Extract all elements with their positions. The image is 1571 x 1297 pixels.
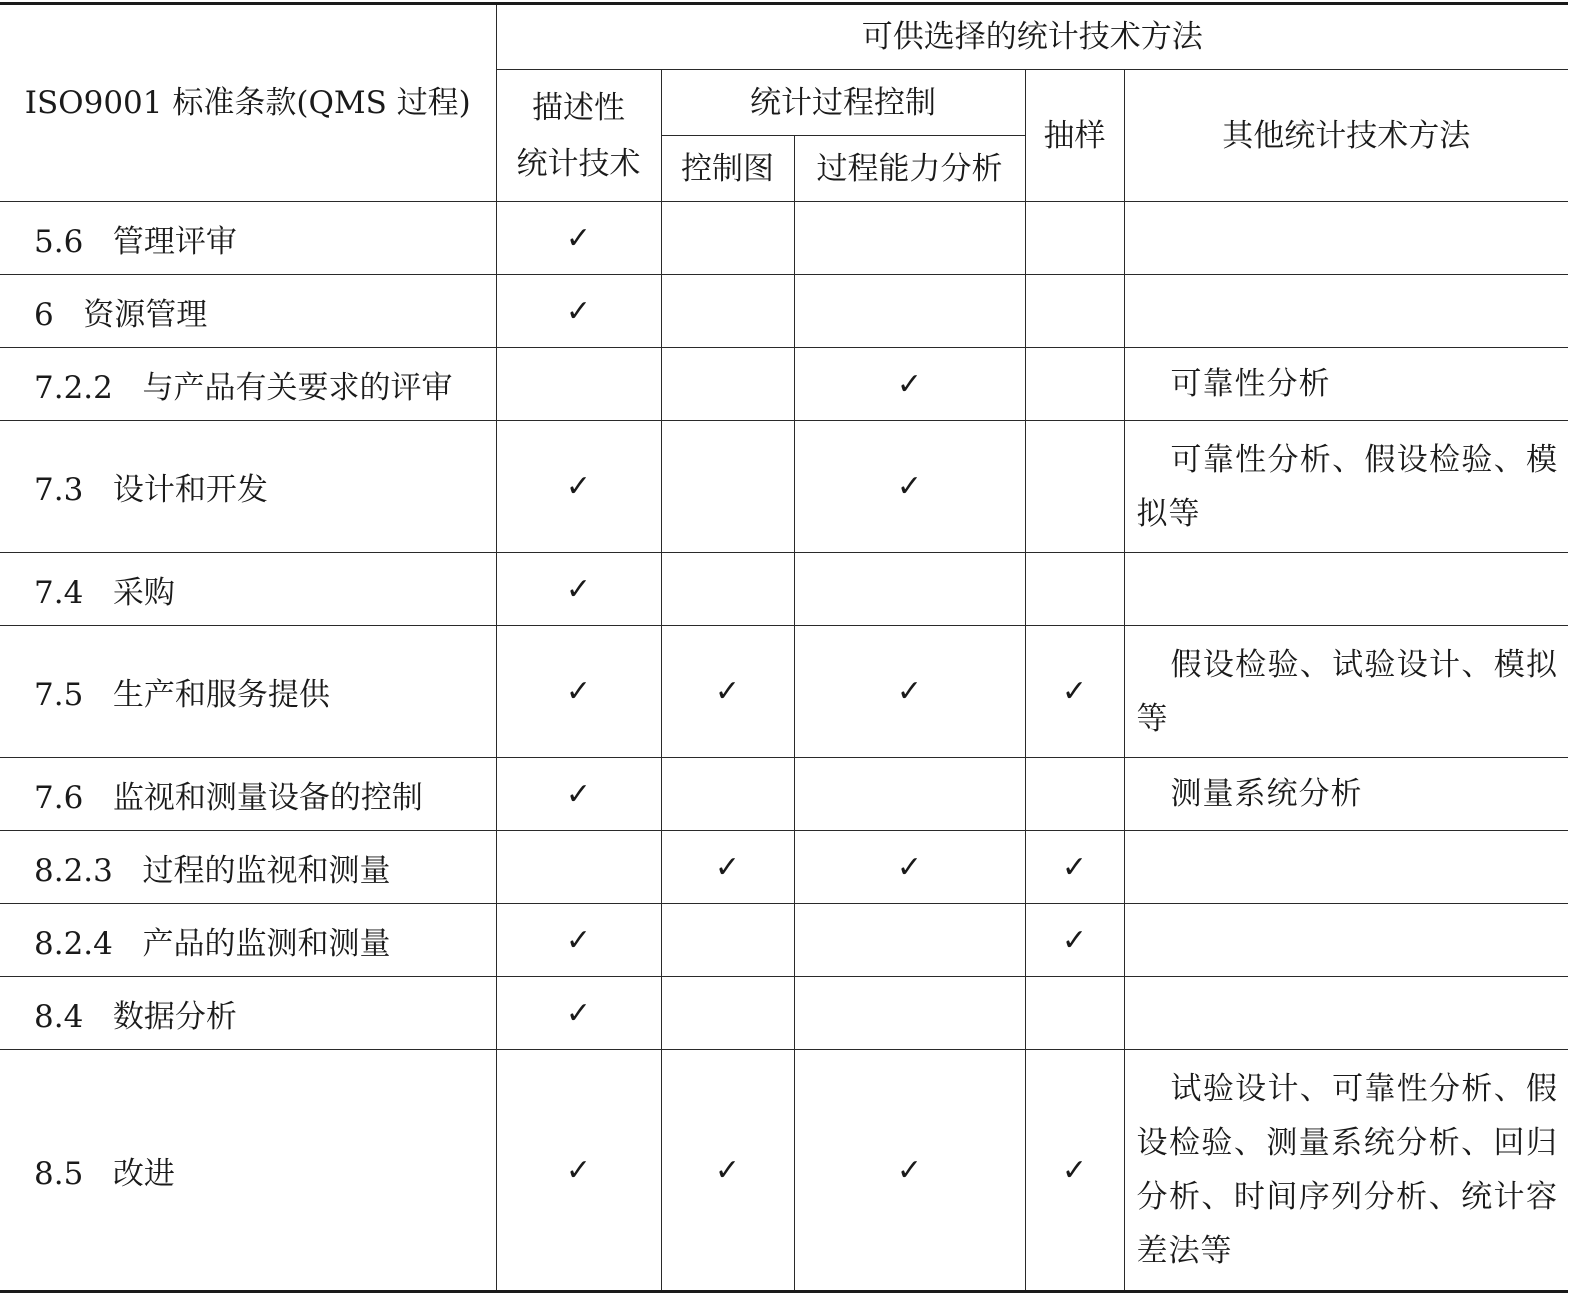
table-row xyxy=(0,831,1568,904)
capability-check: ✓ xyxy=(794,1050,1025,1292)
header-control-chart: 控制图 xyxy=(661,136,794,202)
sampling-check xyxy=(1025,348,1124,421)
sampling-check xyxy=(1025,977,1124,1050)
descriptive-check: ✓ xyxy=(496,758,661,831)
capability-check: ✓ xyxy=(794,831,1025,904)
descriptive-check xyxy=(496,831,661,904)
control-chart-check: ✓ xyxy=(661,626,794,758)
clause-cell: 7.3 设计和开发 xyxy=(0,421,496,553)
clause-cell: 7.5 生产和服务提供 xyxy=(0,626,496,758)
descriptive-check xyxy=(496,348,661,421)
descriptive-check: ✓ xyxy=(496,1050,661,1292)
table-row xyxy=(0,348,1568,421)
clause-cell: 8.4 数据分析 xyxy=(0,977,496,1050)
header-descriptive-line1: 描述性 xyxy=(532,89,625,126)
descriptive-check: ✓ xyxy=(496,275,661,348)
capability-check xyxy=(794,275,1025,348)
other-methods-cell xyxy=(1124,275,1568,348)
capability-check: ✓ xyxy=(794,421,1025,553)
table-row xyxy=(0,202,1568,275)
clause-cell: 6 资源管理 xyxy=(0,275,496,348)
control-chart-check xyxy=(661,348,794,421)
header-descriptive-line2: 统计技术 xyxy=(516,145,641,182)
other-methods-cell xyxy=(1124,202,1568,275)
descriptive-check: ✓ xyxy=(496,553,661,626)
control-chart-check xyxy=(661,904,794,977)
header-spc: 统计过程控制 xyxy=(661,70,1025,136)
table-header xyxy=(0,4,1568,202)
sampling-check xyxy=(1025,758,1124,831)
capability-check xyxy=(794,202,1025,275)
header-group-title: 可供选择的统计技术方法 xyxy=(496,4,1568,70)
table-row xyxy=(0,977,1568,1050)
sampling-check xyxy=(1025,421,1124,553)
clause-cell: 8.2.4 产品的监测和测量 xyxy=(0,904,496,977)
capability-check xyxy=(794,758,1025,831)
header-capability: 过程能力分析 xyxy=(794,136,1025,202)
other-methods-cell: 假设检验、试验设计、模拟等 xyxy=(1124,626,1568,758)
table-row xyxy=(0,626,1568,758)
sampling-check: ✓ xyxy=(1025,626,1124,758)
control-chart-check: ✓ xyxy=(661,1050,794,1292)
table-row xyxy=(0,1050,1568,1292)
control-chart-check xyxy=(661,275,794,348)
other-methods-cell: 测量系统分析 xyxy=(1124,758,1568,831)
control-chart-check xyxy=(661,202,794,275)
sampling-check xyxy=(1025,553,1124,626)
table-row xyxy=(0,758,1568,831)
control-chart-check: ✓ xyxy=(661,831,794,904)
sampling-check xyxy=(1025,202,1124,275)
other-methods-cell: 试验设计、可靠性分析、假设检验、测量系统分析、回归分析、时间序列分析、统计容差法等 xyxy=(1124,1050,1568,1292)
table-row xyxy=(0,553,1568,626)
control-chart-check xyxy=(661,758,794,831)
descriptive-check: ✓ xyxy=(496,626,661,758)
sampling-check: ✓ xyxy=(1025,831,1124,904)
control-chart-check xyxy=(661,977,794,1050)
descriptive-check: ✓ xyxy=(496,977,661,1050)
capability-check: ✓ xyxy=(794,348,1025,421)
capability-check xyxy=(794,904,1025,977)
capability-check xyxy=(794,553,1025,626)
clause-cell: 5.6 管理评审 xyxy=(0,202,496,275)
table-body xyxy=(0,202,1568,1292)
clause-cell: 7.4 采购 xyxy=(0,553,496,626)
descriptive-check: ✓ xyxy=(496,202,661,275)
sampling-check: ✓ xyxy=(1025,904,1124,977)
capability-check xyxy=(794,977,1025,1050)
statistical-methods-table xyxy=(0,2,1568,1293)
table-row xyxy=(0,421,1568,553)
other-methods-cell xyxy=(1124,977,1568,1050)
other-methods-cell xyxy=(1124,904,1568,977)
control-chart-check xyxy=(661,553,794,626)
other-methods-cell: 可靠性分析 xyxy=(1124,348,1568,421)
clause-cell: 7.6 监视和测量设备的控制 xyxy=(0,758,496,831)
header-sampling: 抽样 xyxy=(1025,70,1124,202)
table-row xyxy=(0,275,1568,348)
capability-check: ✓ xyxy=(794,626,1025,758)
other-methods-cell: 可靠性分析、假设检验、模拟等 xyxy=(1124,421,1568,553)
sampling-check xyxy=(1025,275,1124,348)
descriptive-check: ✓ xyxy=(496,904,661,977)
descriptive-check: ✓ xyxy=(496,421,661,553)
sampling-check: ✓ xyxy=(1025,1050,1124,1292)
header-clause: ISO9001 标准条款(QMS 过程) xyxy=(0,4,496,202)
header-other: 其他统计技术方法 xyxy=(1124,70,1568,202)
header-descriptive xyxy=(496,70,661,202)
clause-cell: 7.2.2 与产品有关要求的评审 xyxy=(0,348,496,421)
other-methods-cell xyxy=(1124,553,1568,626)
control-chart-check xyxy=(661,421,794,553)
other-methods-cell xyxy=(1124,831,1568,904)
table-row xyxy=(0,904,1568,977)
clause-cell: 8.5 改进 xyxy=(0,1050,496,1292)
clause-cell: 8.2.3 过程的监视和测量 xyxy=(0,831,496,904)
